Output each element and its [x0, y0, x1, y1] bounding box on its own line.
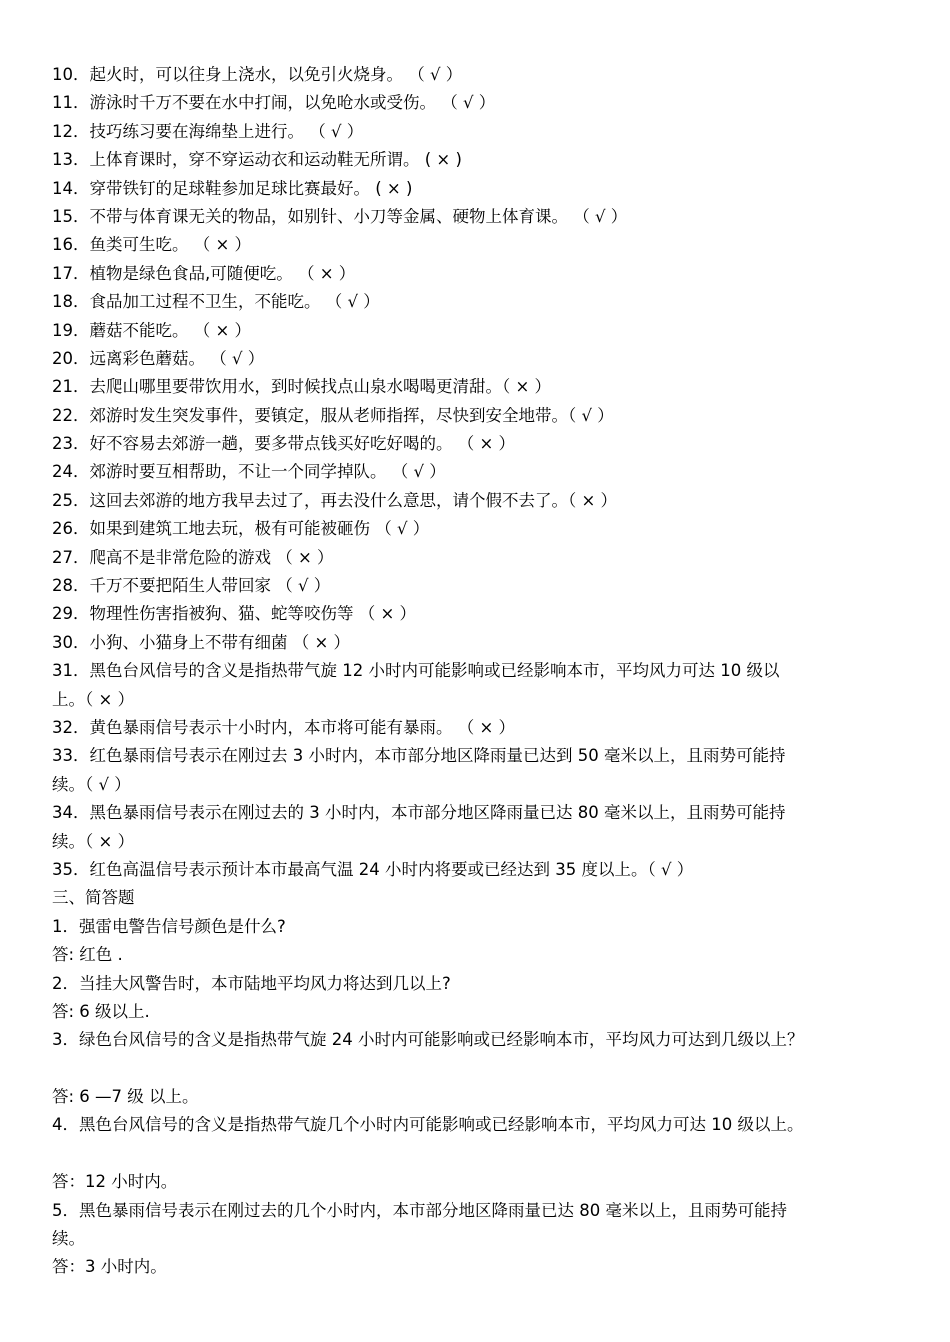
text-line: 28．千万不要把陌生人带回家 （ √ ） [52, 576, 331, 596]
text-line: 17．植物是绿色食品,可随便吃。 （ × ） [52, 263, 356, 283]
text-line: 19．蘑菇不能吃。 （ × ） [52, 320, 252, 340]
text-line: 32．黄色暴雨信号表示十小时内，本市将可能有暴雨。 （ × ） [52, 717, 516, 737]
text-line: 答: 6 级以上. [52, 1001, 150, 1021]
text-line: 15．不带与体育课无关的物品，如别针、小刀等金属、硬物上体育课。 （ √ ） [52, 206, 628, 226]
text-line: 14．穿带铁钉的足球鞋参加足球比赛最好。 ( × ) [52, 178, 413, 198]
text-line: 上。（ × ） [52, 689, 135, 709]
blank-line [52, 1055, 922, 1083]
text-line: 3．绿色台风信号的含义是指热带气旋 24 小时内可能影响或已经影响本市，平均风力可达到几级以上？ [52, 1030, 804, 1050]
text-line: 16．鱼类可生吃。 （ × ） [52, 235, 252, 255]
text-line: 5．黑色暴雨信号表示在刚过去的几个小时内，本市部分地区降雨量已达 80 毫米以上，且雨势可能持 [52, 1200, 787, 1220]
text-line: 30．小狗、小猫身上不带有细菌 （ × ） [52, 632, 351, 652]
text-line: 34．黑色暴雨信号表示在刚过去的 3 小时内，本市部分地区降雨量已达 80 毫米以上，且雨势可能持 [52, 803, 786, 823]
text-line: 10．起火时，可以往身上浇水，以免引火烧身。 （ √ ） [52, 65, 463, 84]
text-line: 答：12 小时内。 [52, 1172, 178, 1192]
text-line: 2．当挂大风警告时，本市陆地平均风力将达到几以上? [52, 973, 451, 993]
text-line: 答：3 小时内。 [52, 1257, 167, 1277]
text-line: 18．食品加工过程不卫生，不能吃。 （ √ ） [52, 292, 380, 312]
text-line: 续。 [52, 1229, 85, 1249]
text-line: 27．爬高不是非常危险的游戏 （ × ） [52, 547, 334, 567]
text-line: 1．强雷电警告信号颜色是什么? [52, 916, 286, 936]
blank-line [52, 1140, 922, 1168]
text-line: 20．远离彩色蘑菇。 （ √ ） [52, 348, 265, 368]
text-line: 33．红色暴雨信号表示在刚过去 3 小时内，本市部分地区降雨量已达到 50 毫米以上，且雨势可能持 [52, 746, 786, 766]
text-line: 三、简答题 [52, 888, 135, 908]
text-line: 21．去爬山哪里要带饮用水，到时候找点山泉水喝喝更清甜。（ × ） [52, 377, 552, 397]
text-line: 23．好不容易去郊游一趟，要多带点钱买好吃好喝的。 （ × ） [52, 434, 516, 454]
text-line: 答: 红色 . [52, 945, 123, 965]
text-line: 4．黑色台风信号的含义是指热带气旋几个小时内可能影响或已经影响本市，平均风力可达 10 级以上。 [52, 1115, 804, 1135]
text-line: 续。（ × ） [52, 831, 135, 851]
text-line: 31．黑色台风信号的含义是指热带气旋 12 小时内可能影响或已经影响本市，平均风力可达 10 级以 [52, 661, 780, 681]
text-line: 22．郊游时发生突发事件，要镇定，服从老师指挥，尽快到安全地带。（ √ ） [52, 405, 614, 425]
text-line: 13．上体育课时，穿不穿运动衣和运动鞋无所谓。 ( × ) [52, 150, 462, 170]
text-line: 11．游泳时千万不要在水中打闹，以免呛水或受伤。 （ √ ） [52, 93, 496, 113]
document-body [52, 61, 922, 1282]
text-line: 24．郊游时要互相帮助，不让一个同学掉队。 （ √ ） [52, 462, 446, 482]
text-line: 25．这回去郊游的地方我早去过了，再去没什么意思，请个假不去了。（ × ） [52, 490, 618, 510]
text-line: 35．红色高温信号表示预计本市最高气温 24 小时内将要或已经达到 35 度以上。（ √ ） [52, 859, 694, 879]
text-line: 答: 6 —7 级 以上。 [52, 1087, 199, 1107]
text-line: 续。（ √ ） [52, 774, 131, 794]
text-line: 12．技巧练习要在海绵垫上进行。 （ √ ） [52, 121, 364, 141]
text-line: 26．如果到建筑工地去玩，极有可能被砸伤 （ √ ） [52, 519, 430, 539]
text-line: 29．物理性伤害指被狗、猫、蛇等咬伤等 （ × ） [52, 604, 417, 624]
